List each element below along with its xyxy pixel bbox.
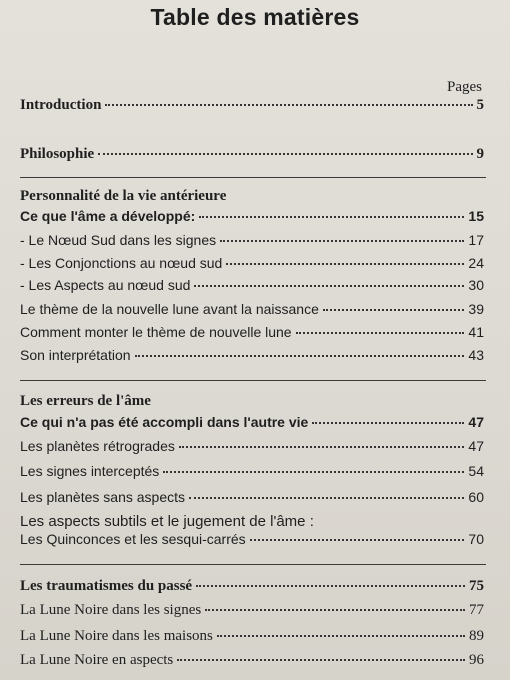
toc-label: - Les Conjonctions au nœud sud — [20, 255, 223, 271]
toc-entry — [20, 346, 484, 364]
toc-page-number: 77 — [469, 602, 484, 618]
dot-leader — [98, 153, 472, 155]
toc-entry — [20, 276, 484, 294]
toc-entry — [20, 530, 484, 548]
toc-label: - Le Nœud Sud dans les signes — [20, 232, 217, 248]
toc-page-number: 15 — [468, 208, 484, 224]
toc-label: Les traumatismes du passé — [20, 578, 193, 594]
dot-leader — [196, 585, 465, 587]
toc-entry — [20, 300, 484, 318]
toc-entry — [20, 601, 484, 619]
dot-leader — [135, 355, 465, 357]
dot-leader — [323, 309, 465, 311]
dot-leader — [177, 659, 465, 661]
toc-page-number: 24 — [468, 255, 484, 271]
toc-page-number: 43 — [468, 347, 484, 363]
toc-entry — [20, 577, 484, 595]
toc-entry-introduction — [20, 96, 484, 114]
section-divider — [20, 177, 486, 178]
toc-page-number: 9 — [476, 146, 484, 162]
toc-page-number: 5 — [476, 97, 484, 113]
toc-label: Le thème de la nouvelle lune avant la naissance — [20, 301, 319, 317]
toc-entry — [20, 488, 484, 506]
toc-label: Les Quinconces et les sesqui-carrés — [20, 531, 246, 547]
toc-label: Philosophie — [20, 146, 95, 162]
toc-page-number: 39 — [468, 301, 484, 317]
toc-page-number: 47 — [468, 438, 484, 454]
dot-leader — [226, 263, 464, 265]
toc-label: Comment monter le thème de nouvelle lune — [20, 324, 292, 340]
pages-column-header: Pages — [447, 79, 482, 95]
toc-entry — [20, 627, 484, 645]
toc-page-number: 30 — [468, 277, 484, 293]
toc-entry — [20, 651, 484, 669]
toc-label: La Lune Noire en aspects — [20, 652, 174, 668]
toc-page-number: 41 — [468, 324, 484, 340]
toc-label: Les planètes rétrogrades — [20, 438, 175, 454]
toc-entry — [20, 462, 484, 480]
dot-leader — [189, 497, 464, 499]
dot-leader — [194, 285, 464, 287]
dot-leader — [312, 422, 464, 424]
toc-label: Ce que l'âme a développé: — [20, 208, 196, 224]
dot-leader — [296, 332, 465, 334]
toc-entry — [20, 254, 484, 272]
toc-label: Les signes interceptés — [20, 463, 160, 479]
dot-leader — [220, 240, 464, 242]
toc-label: Ce qui n'a pas été accompli dans l'autre vie — [20, 414, 309, 430]
dot-leader — [105, 104, 472, 106]
toc-page-number: 75 — [469, 578, 484, 594]
toc-label: Son interprétation — [20, 347, 131, 363]
section-divider — [20, 380, 486, 381]
section-heading: Les erreurs de l'âme — [20, 393, 151, 409]
toc-page-number: 96 — [469, 652, 484, 668]
toc-page-number: 89 — [469, 628, 484, 644]
toc-entry — [20, 323, 484, 341]
toc-page-number: 54 — [468, 463, 484, 479]
toc-entry-continued: Les aspects subtils et le jugement de l'âme : — [20, 513, 314, 530]
dot-leader — [199, 216, 464, 218]
toc-label: Les planètes sans aspects — [20, 489, 185, 505]
dot-leader — [217, 635, 465, 637]
toc-page-number: 70 — [468, 531, 484, 547]
dot-leader — [250, 539, 465, 541]
toc-entry — [20, 231, 484, 249]
toc-label: La Lune Noire dans les signes — [20, 602, 202, 618]
dot-leader — [205, 609, 465, 611]
toc-label: - Les Aspects au nœud sud — [20, 277, 191, 293]
toc-entry — [20, 207, 484, 225]
section-heading: Personnalité de la vie antérieure — [20, 188, 227, 204]
dot-leader — [179, 446, 465, 448]
page-title: Table des matières — [150, 4, 360, 30]
toc-entry-philosophie — [20, 145, 484, 163]
toc-page-number: 47 — [468, 414, 484, 430]
dot-leader — [163, 471, 464, 473]
toc-entry — [20, 437, 484, 455]
toc-label: La Lune Noire dans les maisons — [20, 628, 213, 644]
toc-page-number: 17 — [468, 232, 484, 248]
toc-label: Introduction — [20, 97, 102, 113]
toc-entry — [20, 413, 484, 431]
toc-page-number: 60 — [468, 489, 484, 505]
section-divider — [20, 564, 486, 565]
